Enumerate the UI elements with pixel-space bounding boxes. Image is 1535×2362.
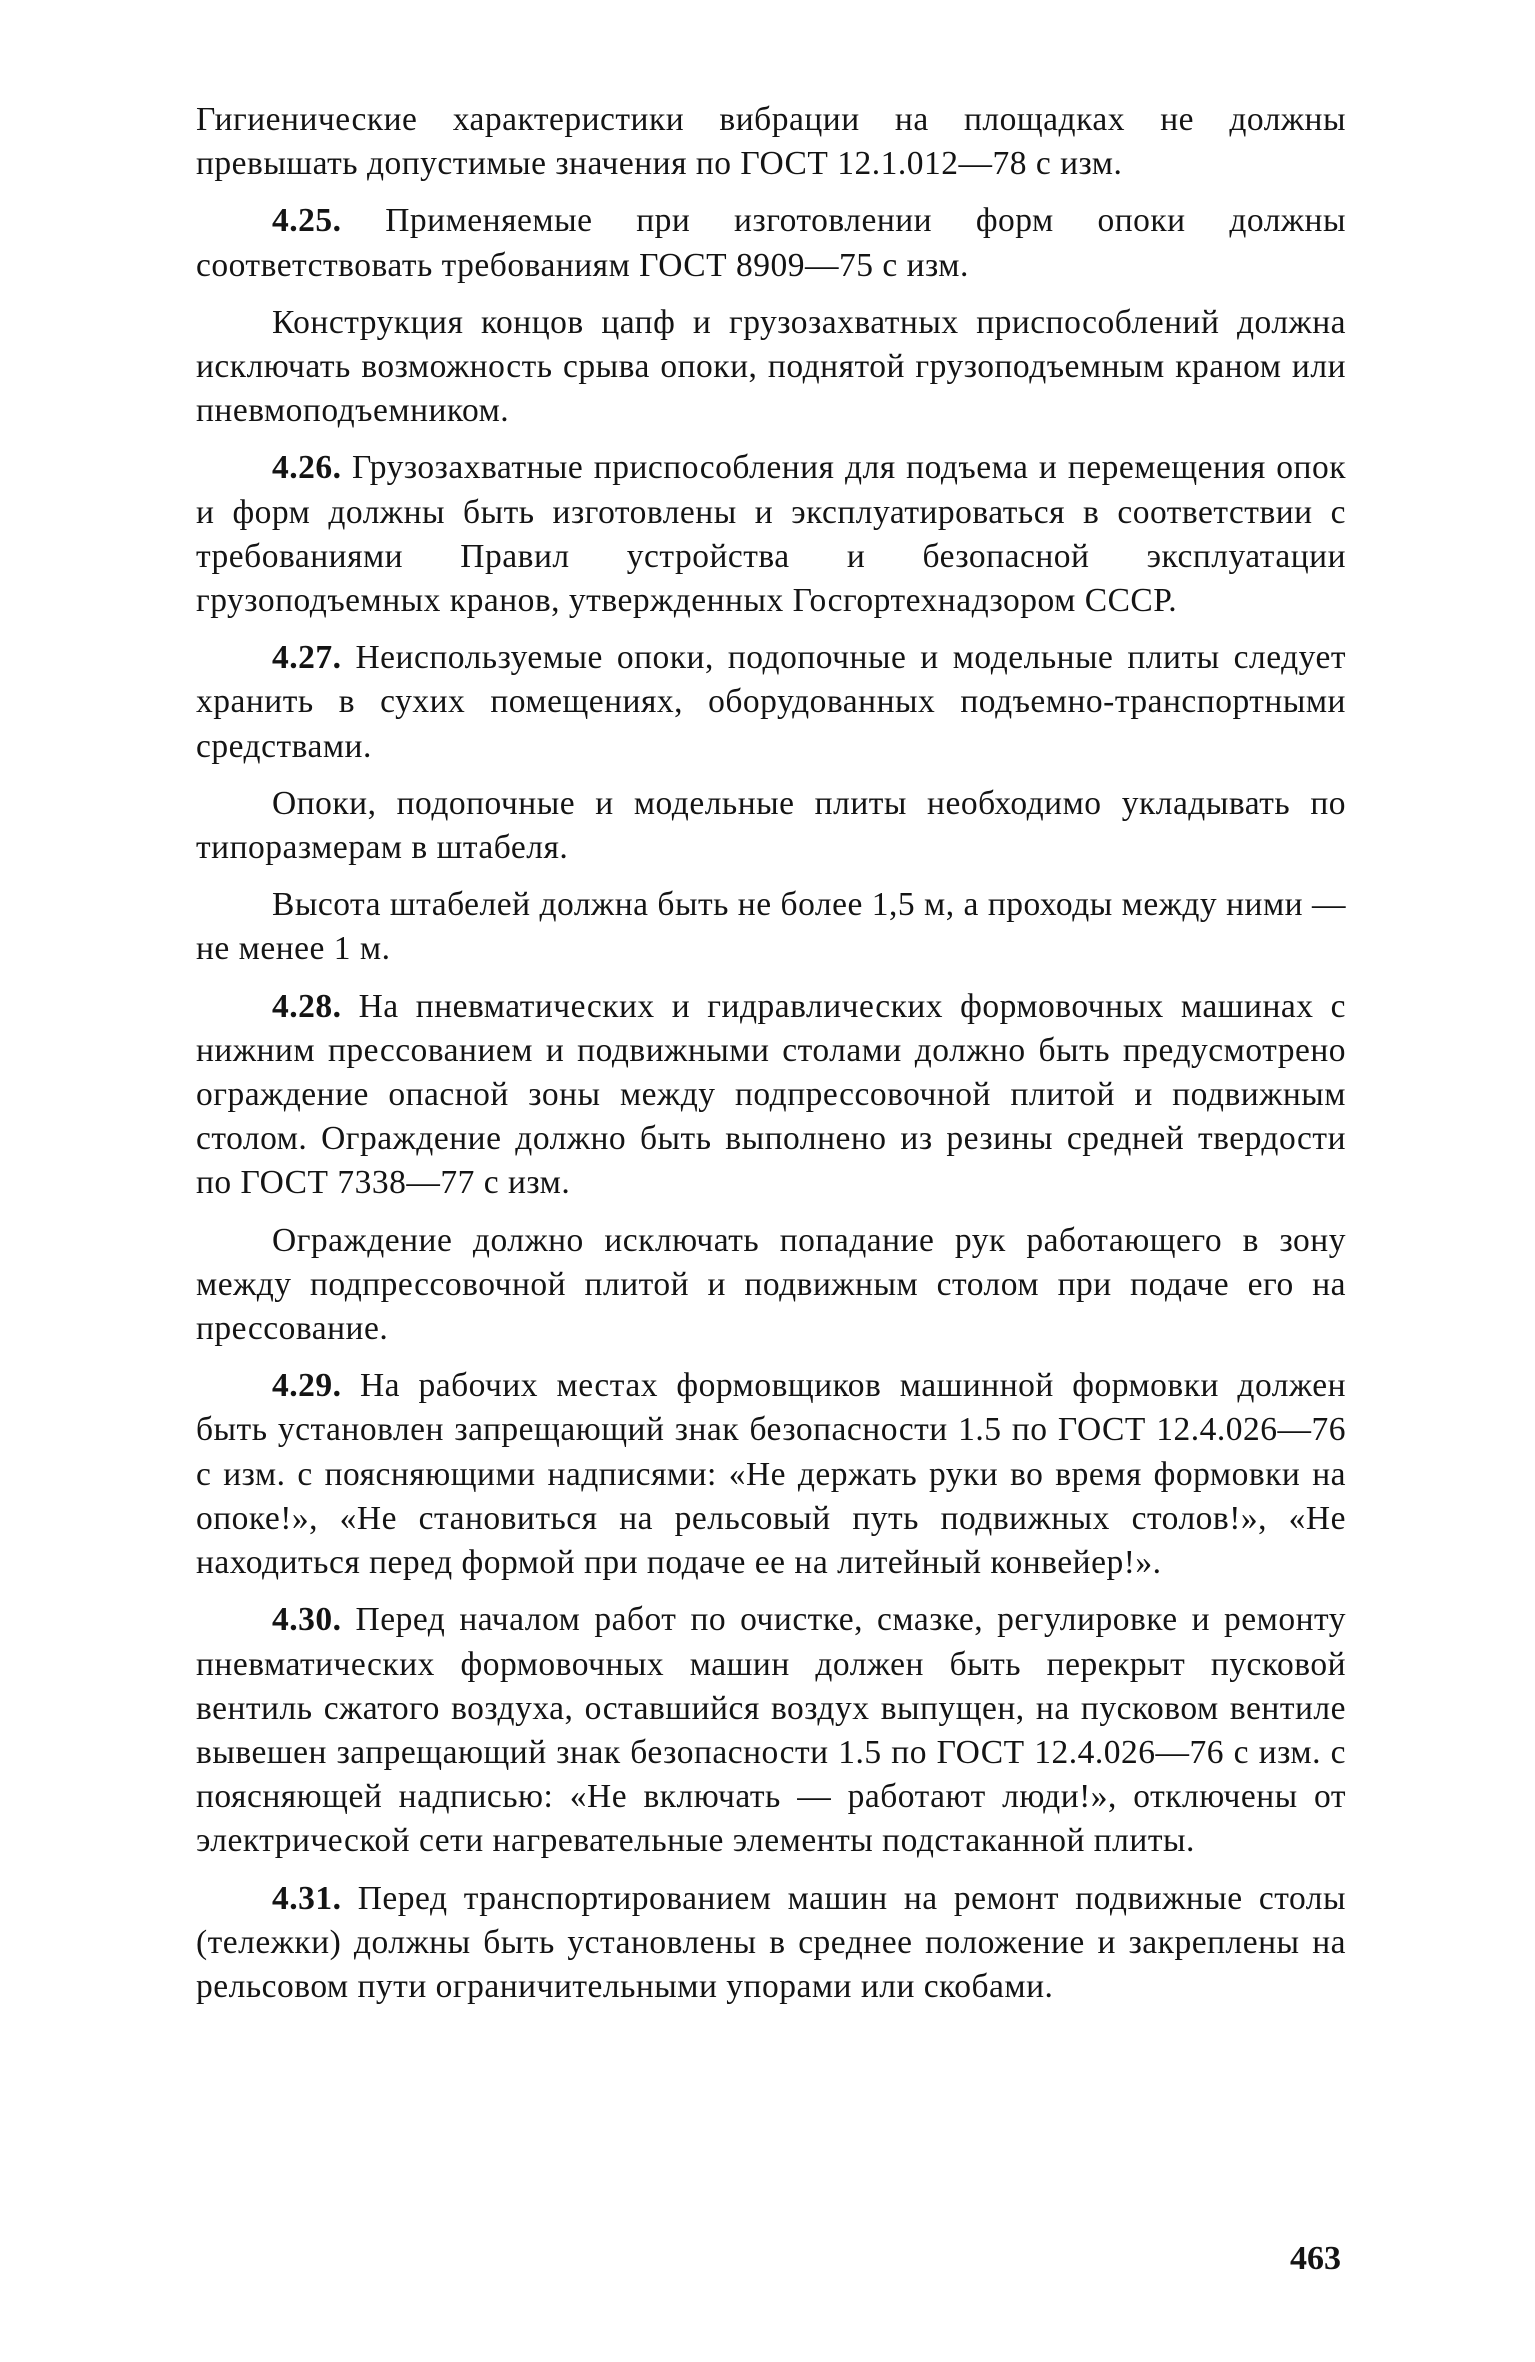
clause-number: 4.29. xyxy=(272,1367,342,1405)
clause-number: 4.26. xyxy=(272,449,342,487)
clause-number: 4.27. xyxy=(272,639,342,677)
paragraph-text: Перед транспортированием машин на ремонт подвижные столы (тележки) должны быть установлены в среднее положение и закреплены на рельсовом пути ограничительными упорами или скобами. xyxy=(196,1879,1346,2005)
paragraph-stack-height xyxy=(196,883,1346,971)
paragraph-4-31 xyxy=(196,1877,1346,2010)
clause-number: 4.28. xyxy=(272,987,342,1025)
paragraph-text: Ограждение должно исключать попадание рук работающего в зону между подпрессовочной плитой и подвижным столом при подаче его на прессование. xyxy=(196,1221,1346,1348)
paragraph-text: На пневматических и гидравлических формовочных машинах с нижним прессованием и подвижными столами должно быть предусмотрено ограждение опасной зоны между подпрессовочной плитой и подвижным столом. Ограждение должно быть выполнено из резины средней твердости по ГОСТ 7338—77 с изм. xyxy=(196,987,1346,1202)
paragraph-4-25 xyxy=(196,199,1346,287)
page-number: 463 xyxy=(1290,2240,1341,2277)
paragraph-guard-hands xyxy=(196,1219,1346,1352)
paragraph-4-30 xyxy=(196,1598,1346,1863)
paragraph-text: Конструкция концов цапф и грузозахватных приспособлений должна исключать возможность срыва опоки, поднятой грузоподъемным краном или пневмоподъемником. xyxy=(196,303,1346,430)
paragraph-text: На рабочих местах формовщиков машинной формовки должен быть установлен запрещающий знак безопасности 1.5 по ГОСТ 12.4.026—76 с изм. с поясняющими надписями: «Не держать руки во время формовки на опоке!», «Не становиться на рельсовый путь подвижных столов!», «Не находиться перед формой при подаче ее на литейный конвейер!». xyxy=(196,1367,1346,1582)
paragraph-4-26 xyxy=(196,446,1346,623)
paragraph-text: Неиспользуемые опоки, подопочные и модельные плиты следует хранить в сухих помещениях, оборудованных подъемно-транспортными средствами. xyxy=(196,639,1346,765)
paragraph-text: Гигиенические характеристики вибрации на площадках не должны превышать допустимые значения по ГОСТ 12.1.012—78 с изм. xyxy=(196,101,1346,183)
paragraph-text: Перед началом работ по очистке, смазке, регулировке и ремонту пневматических формовочных машин должен быть перекрыт пусковой вентиль сжатого воздуха, оставшийся воздух выпущен, на пусковом вентиле вывешен запрещающий знак безопасности 1.5 по ГОСТ 12.4.026—76 с изм. с поясняющей надписью: «Не включать — работают люди!», отключены от электрической сети нагревательные элементы подстаканной плиты. xyxy=(196,1601,1346,1860)
paragraph-4-28 xyxy=(196,985,1346,1206)
paragraph-text: Применяемые при изготовлении форм опоки должны соответствовать требованиям ГОСТ 8909—75 с изм. xyxy=(196,202,1346,284)
paragraph-text: Опоки, подопочные и модельные плиты необходимо укладывать по типоразмерам в штабеля. xyxy=(196,784,1346,867)
paragraph-trunnion-design xyxy=(196,301,1346,434)
paragraph-stacking xyxy=(196,782,1346,870)
clause-number: 4.30. xyxy=(272,1601,342,1639)
clause-number: 4.25. xyxy=(272,202,342,240)
paragraph-text: Высота штабелей должна быть не более 1,5 м, а проходы между ними — не менее 1 м. xyxy=(196,886,1346,968)
clause-number: 4.31. xyxy=(272,1879,342,1917)
paragraph-4-27 xyxy=(196,636,1346,769)
document-body xyxy=(196,98,1346,2022)
paragraph-4-29 xyxy=(196,1364,1346,1585)
paragraph-text: Грузозахватные приспособления для подъема и перемещения опок и форм должны быть изготовлены и эксплуатироваться в соответствии с требованиями Правил устройства и безопасной эксплуатации грузоподъемных кранов, утвержденных Госгортехнадзором СССР. xyxy=(196,449,1346,620)
paragraph-vibration-hygiene xyxy=(196,98,1346,186)
